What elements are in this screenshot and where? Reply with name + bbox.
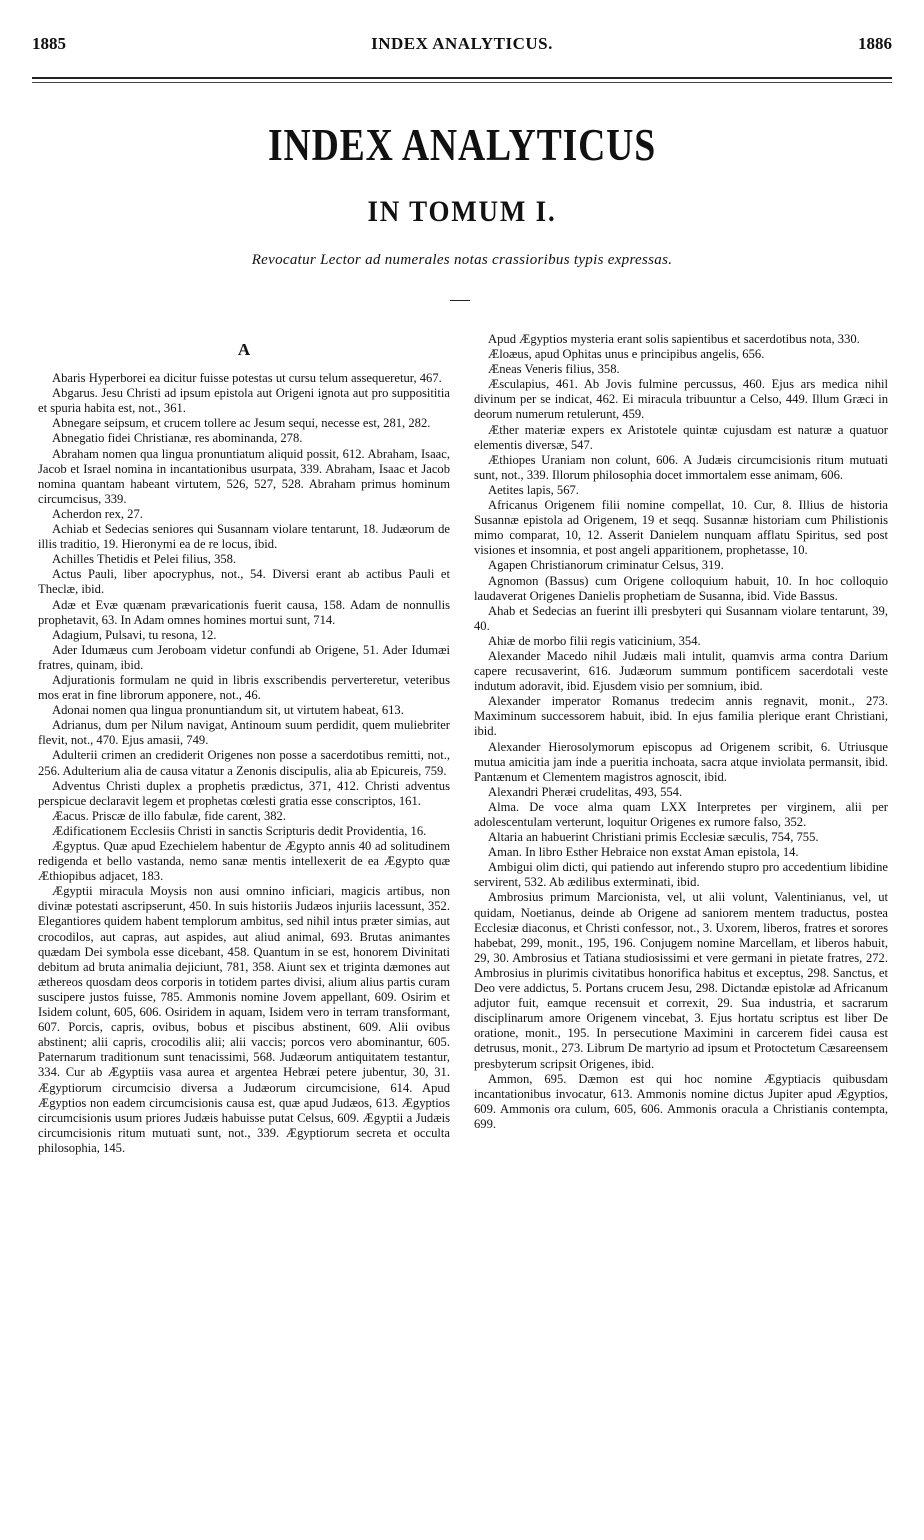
index-entry: Ægyptus. Quæ apud Ezechielem habentur de Ægypto annis 40 ad solitudinem redigenda et bello vastanda, nemo sanæ mentis intellexerit de ea Ægypto quæ Æthiopibus adjacet, 183. (38, 839, 450, 884)
index-entry: Agnomon (Bassus) cum Origene colloquium habuit, 10. In hoc colloquio laudaverat Origenes Danielis prophetiam de Susanna, ibid. Vide Bassus. (474, 573, 888, 603)
index-entry: Æther materiæ expers ex Aristotele quintæ cujusdam est naturæ a quatuor elementis diversæ, 547. (474, 422, 888, 452)
header-rule-thin (32, 82, 892, 83)
index-entry: Æthiopes Uraniam non colunt, 606. A Judæis circumcisionis ritum mutuati sunt, not., 339. Illorum philosophia docet immortalem esse animam, 606. (474, 452, 888, 482)
index-entry: Adulterii crimen an crediderit Origenes non posse a sacerdotibus remitti, not., 256. Adulterium alia de causa vitatur a Zenonis discipulis, alia ab Epicureis, 759. (38, 748, 450, 778)
right-column (474, 332, 888, 1132)
index-entry: Altaria an habuerint Christiani primis Ecclesiæ sæculis, 754, 755. (488, 830, 819, 845)
index-entry: Adagium, Pulsavi, tu resona, 12. (52, 627, 217, 642)
index-entry: Ægyptii miracula Moysis non ausi omnino inficiari, magicis artibus, non divinæ potestati ascripserunt, 450. In suis historiis Judæos injuriis lacessunt, 352. Elegantiores quidem habent templorum ambitus, sed nihil intus præter simias, aut crocodilos, aut capras, aut aspides, aut aliud animal, 693. Brutas animantes quædam Dei symbola esse dicebant, 458. Quantum in se est, honorem Divinitati debitum ad bruta animalia dejiciunt, 781, 358. Aiunt sex et triginta dæmones aut æthereos quosdam deos corporis in totidem partes divisi, alium alius partis curam suscipere justos fuisse, 785. Ammonis nomine Jovem appellant, 609. Osirim et Isidem colunt, 605, 606. Osiridem in aquam, Isidem vero in terram transformant, 607. Porcis, capris, ovibus, bobus et piscibus abstinent, 609. Alii ovibus abstinent; alii capris, crocodilis alii; alii vaccis; porcos vero abominantur, 605. Paternarum traditionum sunt tenacissimi, 568. Judæorum antiquitatem testantur, 334. Cur ab Ægyptiis vasa aurea et argentea Hebræi petere jubentur, 30, 31. Ægyptiorum circumcisio diversa a Judæorum circumcisione, 614. Apud Ægyptios non eadem circumcisionis causa est, quæ apud Judæos, 613. Ægyptios circumcisionis usum priores Judæis habuisse putat Celsus, 609. Ægyptii a Judæis circumcisionis ritum mutuati sunt, not., 339. Ægyptiorum secreta et occulta philosophia, 145. (38, 884, 450, 1155)
index-entry: Apud Ægyptios mysteria erant solis sapientibus et sacerdotibus nota, 330. (488, 332, 860, 346)
index-entry: Abraham nomen qua lingua pronuntiatum aliquid possit, 612. Abraham, Isaac, Jacob et Israel nomina in incantationibus usurpata, 339. Abraham, Isaac et Jacob nomina quantam habeant virtutem, 526, 527, 528. Abraham primus hominum circumcisus, 339. (38, 446, 450, 506)
index-entry: Achiab et Sedecias seniores qui Susannam violare tentarunt, 18. Judæorum de illis traditio, 19. Hieronymi ea de re locus, ibid. (38, 522, 450, 552)
index-entry: Alexander Macedo nihil Judæis mali intulit, quamvis arma contra Darium capere recusaverint, 616. Judæorum summum pontificem sacerdotali veste indutum adoravit, ibid. Ejusdem visio per somnium, ibid. (474, 648, 888, 694)
running-title: INDEX ANALYTICUS. (371, 34, 553, 53)
index-entry: Adjurationis formulam ne quid in libris exscribendis perverteretur, veteribus mos erat in fine librorum apponere, not., 46. (38, 672, 450, 703)
index-entry: Aman. In libro Esther Hebraice non exstat Aman epistola, 14. (488, 845, 799, 860)
index-entry: Adventus Christi duplex a prophetis prædictus, 371, 412. Christi adventus perspicue declaravit legem et prophetas cœlesti gratia esse conscriptos, 161. (38, 778, 450, 808)
right-page-number: 1886 (858, 34, 892, 53)
index-entry: Abgarus. Jesu Christi ad ipsum epistola aut Origeni ignota aut pro supposititia et spuria habita est, not., 361. (38, 386, 450, 416)
index-entry: Actus Pauli, liber apocryphus, not., 54. Diversi erant ab actibus Pauli et Theclæ, ibid. (38, 567, 450, 597)
index-entry: Ambigui olim dicti, qui patiendo aut inferendo stupro pro accedentium libidine servirent, 532. Ab ædilibus exterminati, ibid. (474, 860, 888, 890)
page-subtitle: IN TOMUM I. (367, 195, 557, 228)
index-entry: Agapen Christianorum criminatur Celsus, 319. (488, 558, 724, 573)
index-entry: Ader Idumæus cum Jeroboam videtur confundi ab Origene, 51. Ader Idumæi fratres, quinam, ibid. (38, 642, 450, 672)
index-entry: Acherdon rex, 27. (52, 506, 143, 521)
left-page-number: 1885 (32, 34, 66, 53)
index-entry: Adonai nomen qua lingua pronuntiandum sit, ut virtutem habeat, 613. (52, 703, 404, 718)
reader-notice: Revocatur Lector ad numerales notas crassioribus typis expressas. (251, 252, 673, 268)
index-entry: Abnegare seipsum, et crucem tollere ac Jesum sequi, necesse est, 281, 282. (52, 416, 431, 431)
running-header (32, 34, 892, 56)
index-entry: Ammon, 695. Dæmon est qui hoc nomine Ægyptiacis quibusdam incantationibus invocatur, 613. Ammonis nomine dictus Jupiter apud Ægyptios, 609. Ammonis ora culum, 605, 606. Ammonis oracula a Christianis contempta, 699. (474, 1071, 888, 1131)
index-entry: Adæ et Evæ quænam prævaricationis fuerit causa, 158. Adam de nonnullis prophetavit, 63. In Adam omnes homines mortui sunt, 714. (38, 597, 450, 627)
index-entry: Æsculapius, 461. Ab Jovis fulmine percussus, 460. Ejus ars medica nihil divinum per se indicat, 462. Ei miracula tribuuntur a Celso, 449. Illum Græci in deorum numerum retulerunt, 459. (474, 377, 888, 422)
index-entry: Aetites lapis, 567. (488, 482, 579, 497)
index-entry: Abnegatio fidei Christianæ, res abominanda, 278. (52, 431, 303, 446)
index-entry: Ahab et Sedecias an fuerint illi presbyteri qui Susannam violare tentarunt, 39, 40. (474, 603, 888, 633)
index-entry: Ahiæ de morbo filii regis vaticinium, 354. (488, 633, 701, 648)
header-rule-thick (32, 77, 892, 79)
index-entry: Æneas Veneris filius, 358. (488, 362, 620, 377)
index-entry: Æacus. Priscæ de illo fabulæ, fide carent, 382. (52, 808, 286, 823)
section-letter: A (237, 340, 251, 359)
index-entry: Alexandri Pheræi crudelitas, 493, 554. (488, 784, 683, 799)
index-entry: Alexander imperator Romanus tredecim annis regnavit, monit., 273. Maximinum successorem habuit, ibid. In ejus familia plerique erant Christiani, ibid. (474, 694, 888, 739)
page-title: INDEX ANALYTICUS (268, 119, 656, 170)
divider-dash (450, 300, 470, 301)
index-entry: Africanus Origenem filii nomine compellat, 10. Cur, 8. Illius de historia Susannæ epistola ad Origenem, 19 et seqq. Susannæ historiam cum Philistionis mimo comparat, 10, 12. Asserit Danielem nunquam afflatu Spiritus, sed post visiones et insomnia, et post angeli apparitionem, prophetasse, 10. (474, 498, 888, 558)
index-entry: Ædificationem Ecclesiis Christi in sanctis Scripturis dedit Providentia, 16. (52, 823, 427, 838)
index-entry: Alma. De voce alma quam LXX Interpretes per virginem, alii per adolescentulam verterunt, loquitur Origenes ex rumore falso, 352. (474, 799, 888, 829)
index-entry: Ambrosius primum Marcionista, vel, ut alii volunt, Valentinianus, vel, ut quidam, Noetianus, deinde ab Origene ad saniorem mentem traductus, postea Ecclesiæ diaconus, et Christi confessor, not., 3. Uxorem, liberos, fratres et sorores habebat, 299, monit., 195, 196. Conjugem nomine Marcellam, et liberos habuit, 29, 30. Ambrosius et Tatiana studiosissimi et vere germani in pietate fratres, 272. Ambrosius in plurimis civitatibus honorifica habitus et exceptus, 298. Sanctus, et Deo vere addictus, 5. Portans crucem Jesu, 298. Dictandæ epistolæ ad Africanum adjutor fuit, eamque recensuit et correxit, 29. Sua industria, et sacrarum disciplinarum amore Origenem vincebat, 3. Ejus hortatu scriptus est liber De oratione, monit., 195. In persecutione Maximini in carcerem fidei causa est detrusus, monit., 273. Librum De martyrio ad ipsum et Protoctetum Cæsareensem presbyterum scripsit Origenes, ibid. (474, 890, 888, 1071)
index-entry: Æloæus, apud Ophitas unus e principibus angelis, 656. (488, 347, 765, 362)
index-entry: Achilles Thetidis et Pelei filius, 358. (52, 552, 237, 567)
index-entry: Alexander Hierosolymorum episcopus ad Origenem scribit, 6. Utriusque mutua amicitia jam inde a pueritia inchoata, sacra atque inviolata permansit, ibid. Pantænum et Clementem magistros agnoscit, ibid. (474, 739, 888, 784)
left-column (38, 334, 450, 1156)
index-entry: Adrianus, dum per Nilum navigat, Antinoum suum perdidit, quem muliebriter flevit, not., 470. Ejus amasii, 749. (38, 718, 450, 748)
index-entry: Abaris Hyperborei ea dicitur fuisse potestas ut cursu telum assequeretur, 467. (52, 371, 442, 386)
